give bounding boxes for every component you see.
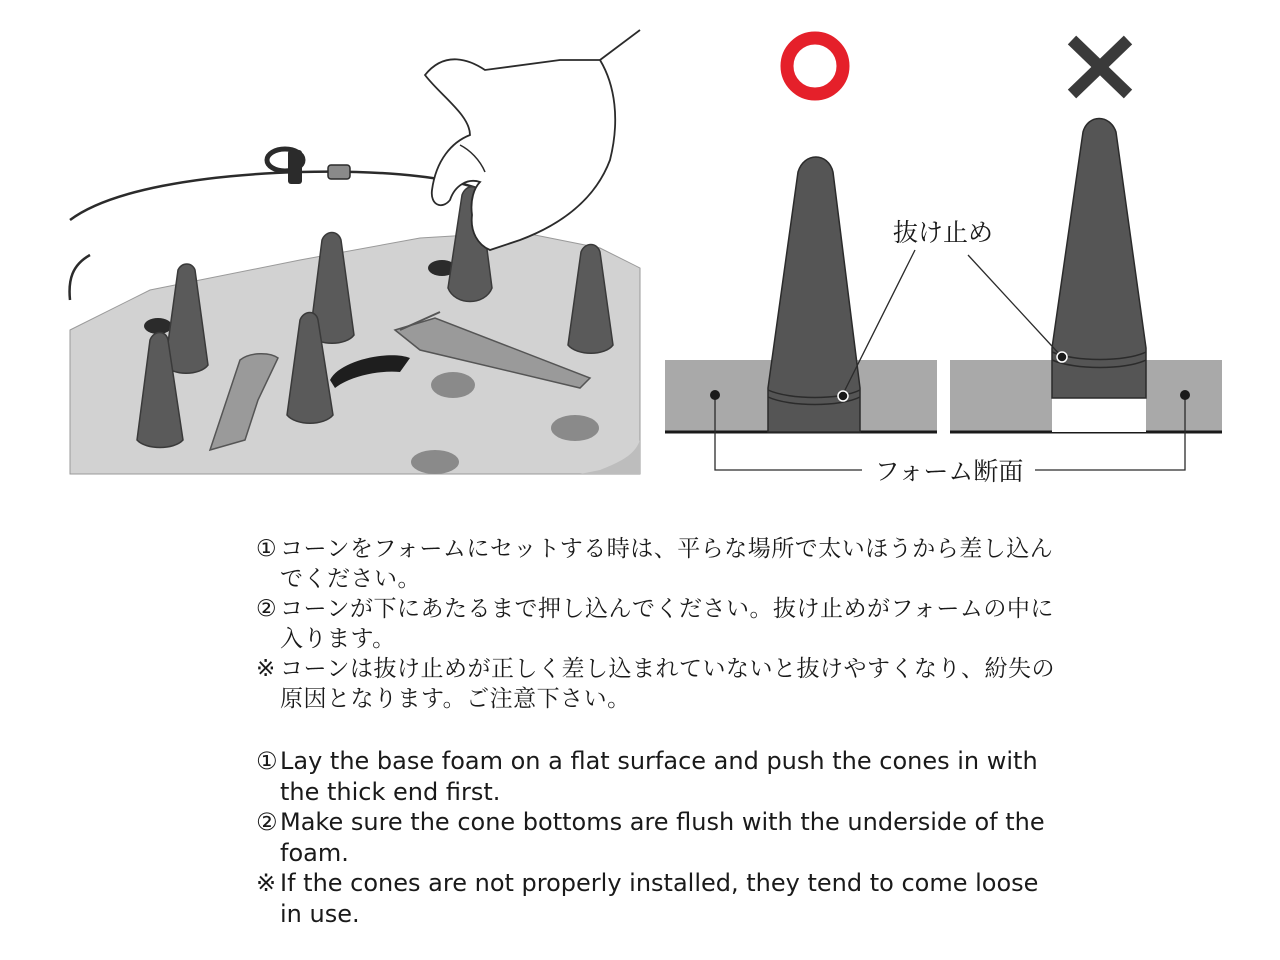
gap-under-cone bbox=[1052, 398, 1146, 432]
cord-lock bbox=[288, 150, 302, 184]
instruction-text: Lay the base foam on a flat surface and push the cones in with the thick end first. bbox=[280, 747, 1038, 806]
cone-correct bbox=[768, 157, 860, 432]
correct-mark-icon bbox=[787, 38, 843, 94]
instructions-english bbox=[256, 746, 1056, 929]
instruction-ja-note bbox=[256, 654, 1056, 714]
instruction-ja-1 bbox=[256, 534, 1056, 594]
step-number: ① bbox=[256, 747, 278, 775]
instruction-text: コーンをフォームにセットする時は、平らな場所で太いほうから差し込んでください。 bbox=[280, 536, 1054, 592]
note-mark: ※ bbox=[256, 869, 277, 897]
note-mark: ※ bbox=[256, 656, 276, 682]
instruction-text: Make sure the cone bottoms are flush with the underside of the foam. bbox=[280, 808, 1045, 867]
incorrect-mark-icon bbox=[1072, 40, 1128, 94]
instructions-japanese bbox=[256, 534, 1056, 714]
instruction-text: コーンは抜け止めが正しく差し込まれていないと抜けやすくなり、紛失の原因となります。ご注意下さい。 bbox=[280, 656, 1056, 712]
stopper-label: 抜け止め bbox=[892, 218, 994, 247]
cross-section-scene bbox=[665, 38, 1222, 486]
hand bbox=[425, 59, 615, 250]
instruction-en-note bbox=[256, 868, 1056, 929]
step-number: ② bbox=[256, 596, 278, 622]
instruction-text: コーンが下にあたるまで押し込んでください。抜け止めがフォームの中に入ります。 bbox=[280, 596, 1054, 652]
circle-marker bbox=[431, 372, 475, 398]
step-number: ② bbox=[256, 808, 278, 836]
circle-marker bbox=[411, 450, 459, 474]
instruction-ja-2 bbox=[256, 594, 1056, 654]
circle-marker bbox=[551, 415, 599, 441]
instruction-en-1 bbox=[256, 746, 1056, 807]
cone-hole bbox=[144, 318, 172, 334]
foam-section-label: フォーム断面 bbox=[874, 457, 1024, 486]
board-scene bbox=[70, 30, 640, 474]
step-number: ① bbox=[256, 536, 278, 562]
instruction-text: If the cones are not properly installed, they tend to come loose in use. bbox=[280, 869, 1039, 928]
instruction-en-2 bbox=[256, 807, 1056, 868]
